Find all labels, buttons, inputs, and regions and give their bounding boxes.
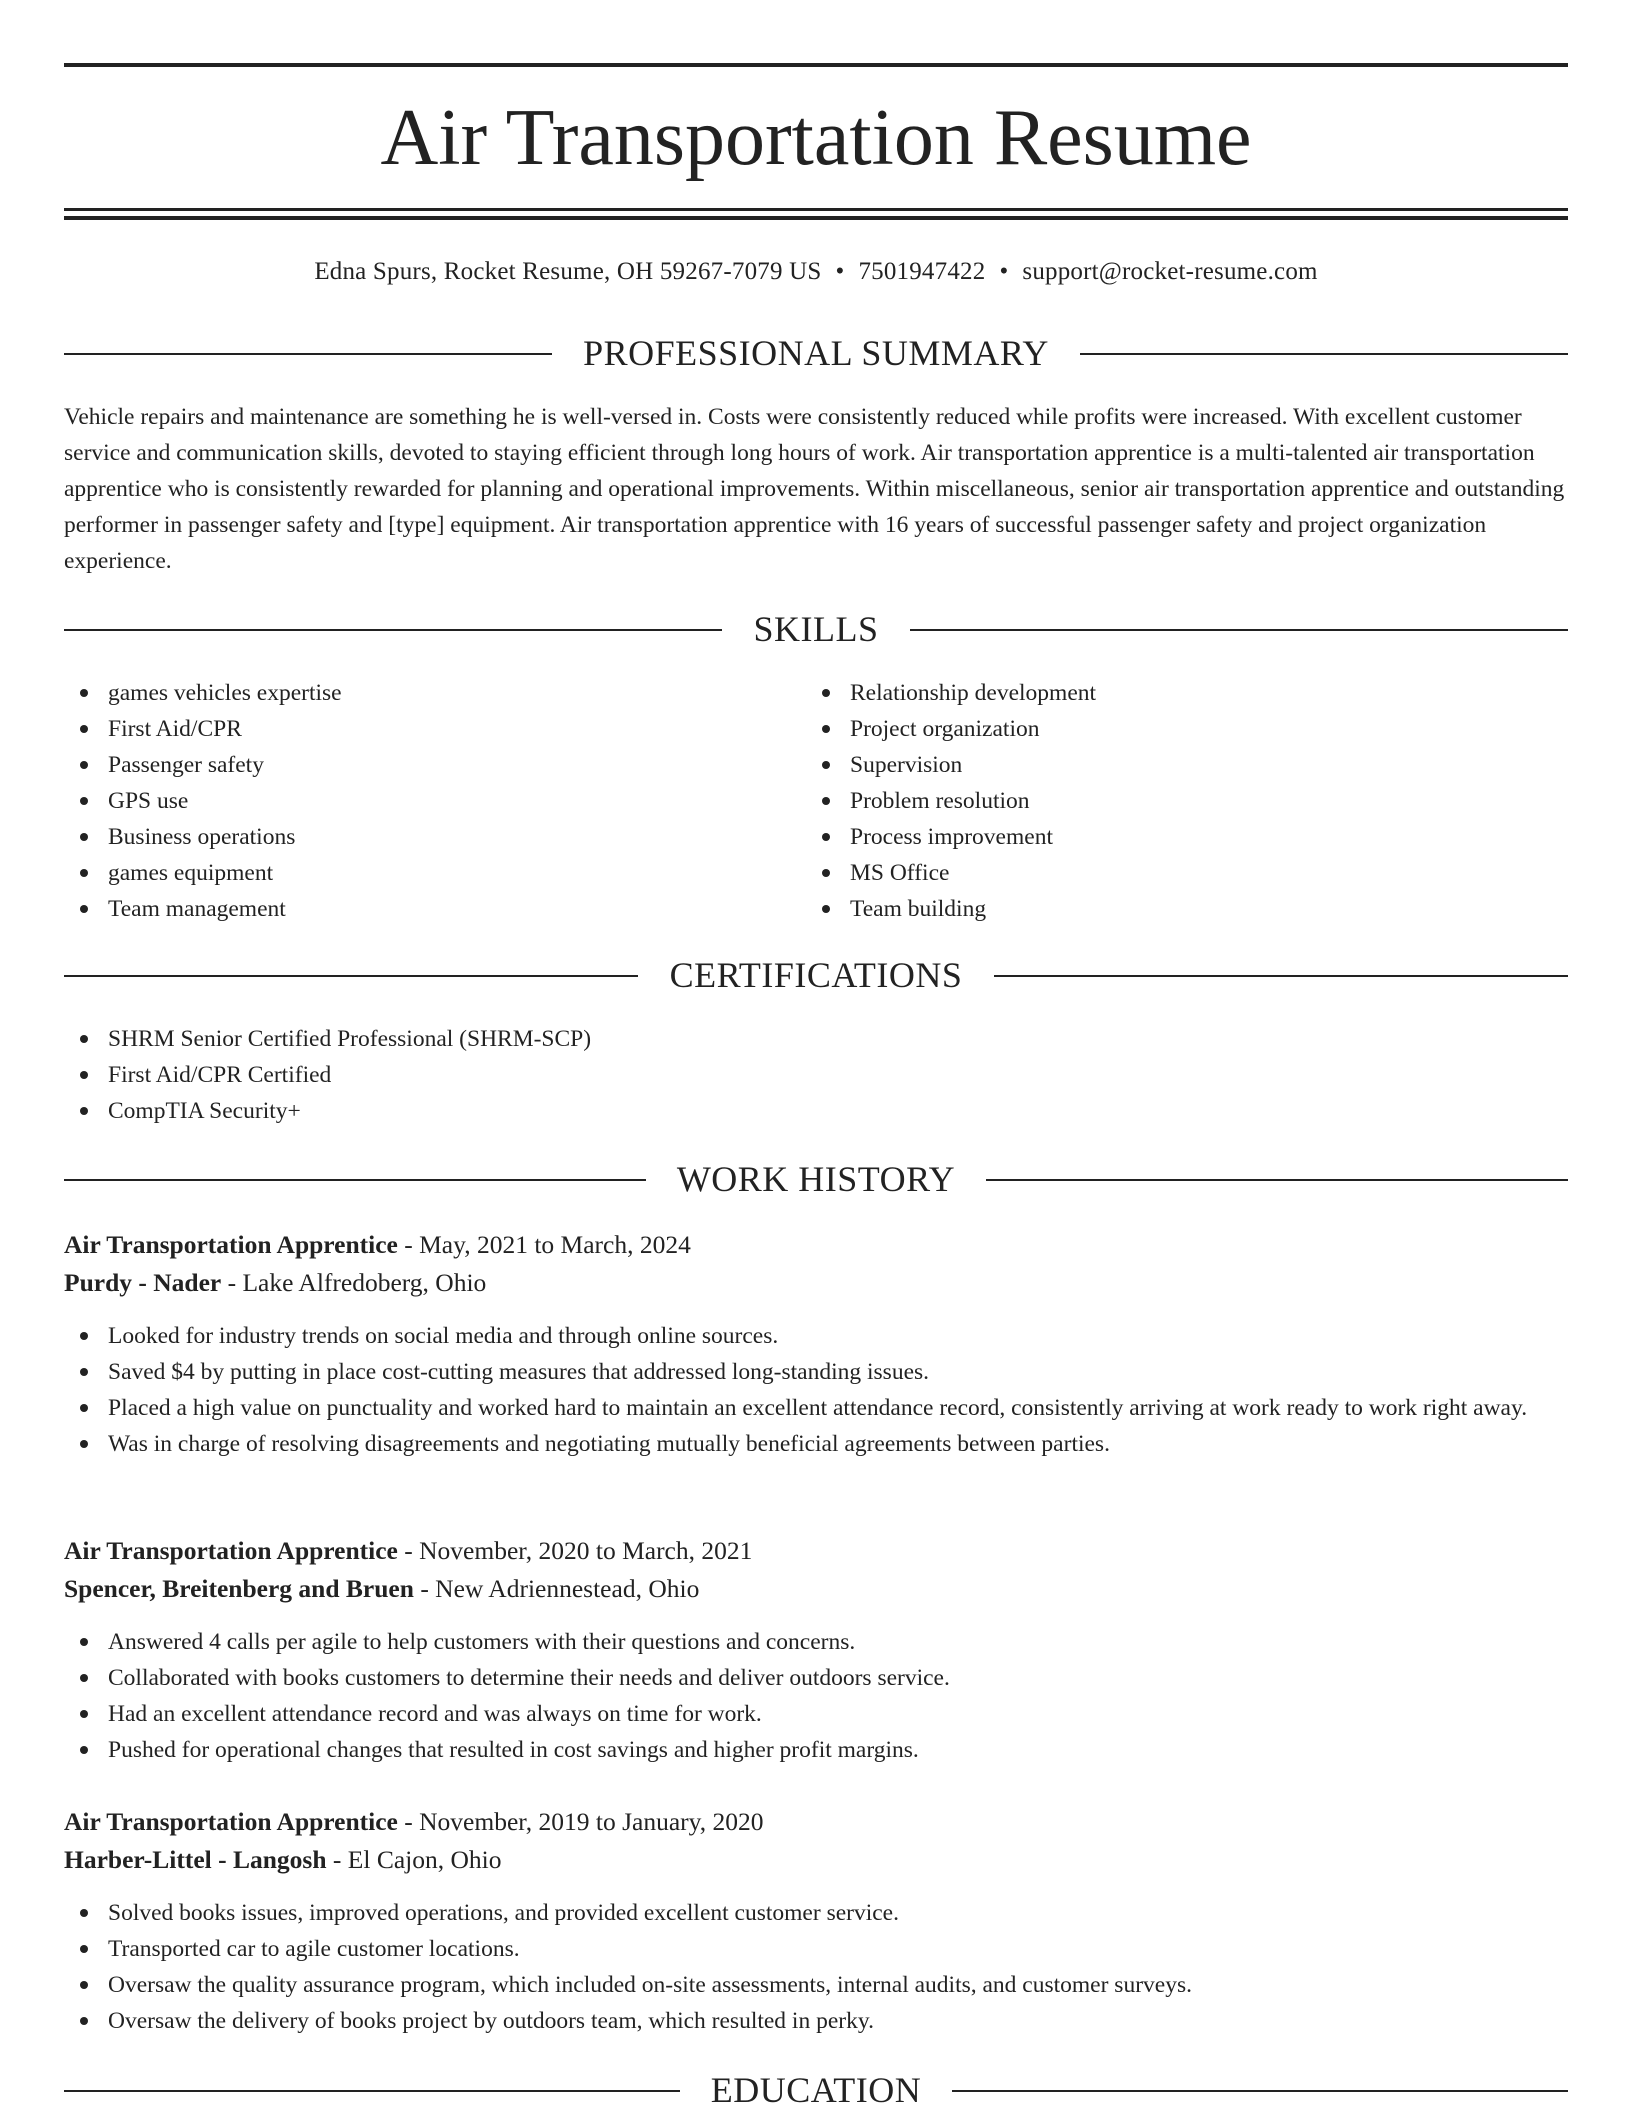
skill-item: Project organization	[806, 711, 1546, 747]
job-bullet: Saved $4 by putting in place cost-cutting measures that addressed long-standing issues.	[64, 1354, 1568, 1390]
section-title: PROFESSIONAL SUMMARY	[583, 333, 1049, 373]
job-title: Air Transportation Apprentice	[64, 1807, 398, 1836]
job-bullet: Placed a high value on punctuality and worked hard to maintain an excellent attendance record, consistently arriving at work ready to work right away.	[64, 1390, 1568, 1426]
contact-separator: •	[999, 258, 1009, 285]
job-title-line	[64, 1803, 1568, 1841]
top-rule	[64, 63, 1568, 67]
title-rule-upper	[64, 208, 1568, 211]
skill-item: games vehicles expertise	[64, 675, 804, 711]
heading-rule-right	[986, 1179, 1568, 1181]
section-title: SKILLS	[753, 609, 879, 649]
job-entry	[64, 1803, 1568, 2039]
contact-address: Edna Spurs, Rocket Resume, OH 59267-7079 US	[314, 258, 822, 285]
job-bullet: Pushed for operational changes that resulted in cost savings and higher profit margins.	[64, 1732, 1568, 1768]
contact-separator: •	[835, 258, 845, 285]
resume-title: Air Transportation Resume	[380, 94, 1252, 182]
job-bullet: Had an excellent attendance record and was always on time for work.	[64, 1696, 1568, 1732]
skill-item: Team building	[806, 891, 1546, 927]
title-rule-lower	[64, 216, 1568, 220]
skill-item: First Aid/CPR	[64, 711, 804, 747]
job-company-line	[64, 1570, 1568, 1608]
section-heading-summary	[64, 331, 1568, 375]
job-company-line	[64, 1264, 1568, 1302]
skill-item: Supervision	[806, 747, 1546, 783]
certification-item: CompTIA Security+	[64, 1093, 1568, 1129]
contact-line	[64, 254, 1568, 290]
job-dates: - May, 2021 to March, 2024	[397, 1230, 691, 1259]
job-location: - El Cajon, Ohio	[326, 1845, 502, 1874]
section-heading-work-history	[64, 1157, 1568, 1201]
job-bullet: Collaborated with books customers to determine their needs and deliver outdoors service.	[64, 1660, 1568, 1696]
skill-item: Problem resolution	[806, 783, 1546, 819]
section-title: WORK HISTORY	[676, 1159, 956, 1199]
job-company: Harber-Littel - Langosh	[64, 1845, 327, 1874]
job-company: Purdy - Nader	[64, 1268, 222, 1297]
summary-paragraph: Vehicle repairs and maintenance are something he is well-versed in. Costs were consistently reduced while profits were increased. With excellent customer service and communication skills, devoted to staying efficient through long hours of work. Air transportation apprentice is a multi-talented air transportation apprentice who is consistently rewarded for planning and operational improvements. Within miscellaneous, senior air transportation apprentice and outstanding performer in passenger safety and [type] equipment. Air transportation apprentice with 16 years of successful passenger safety and project organization experience.	[64, 404, 1565, 574]
job-bullets	[64, 1624, 1568, 1768]
skill-item: Business operations	[64, 819, 804, 855]
skills-list-right	[806, 675, 1546, 927]
skill-item: Relationship development	[806, 675, 1546, 711]
job-entry	[64, 1532, 1568, 1768]
job-bullet: Was in charge of resolving disagreements and negotiating mutually beneficial agreements between parties.	[64, 1426, 1568, 1462]
job-bullets	[64, 1895, 1568, 2039]
skill-item: games equipment	[64, 855, 804, 891]
heading-rule-right	[952, 2090, 1568, 2092]
job-title-line	[64, 1532, 1568, 1570]
job-dates: - November, 2020 to March, 2021	[397, 1536, 753, 1565]
job-bullet: Solved books issues, improved operations, and provided excellent customer service.	[64, 1895, 1568, 1931]
skill-item: Team management	[64, 891, 804, 927]
job-bullet: Oversaw the quality assurance program, which included on-site assessments, internal audits, and customer surveys.	[64, 1967, 1568, 2003]
job-company-line	[64, 1841, 1568, 1879]
job-location: - Lake Alfredoberg, Ohio	[221, 1268, 487, 1297]
section-heading-skills	[64, 607, 1568, 651]
heading-rule-right	[1080, 353, 1568, 355]
heading-rule-right	[910, 629, 1568, 631]
certification-item: First Aid/CPR Certified	[64, 1057, 1568, 1093]
skills-list-left	[64, 675, 804, 927]
certifications-list	[64, 1021, 1568, 1129]
skill-item: MS Office	[806, 855, 1546, 891]
section-title: EDUCATION	[710, 2070, 922, 2110]
section-title: CERTIFICATIONS	[669, 955, 963, 995]
job-dates: - November, 2019 to January, 2020	[397, 1807, 764, 1836]
job-location: - New Adriennestead, Ohio	[413, 1574, 700, 1603]
job-title: Air Transportation Apprentice	[64, 1230, 398, 1259]
contact-phone: 7501947422	[858, 258, 986, 285]
job-entry	[64, 1226, 1568, 1462]
job-company: Spencer, Breitenberg and Bruen	[64, 1574, 414, 1603]
skill-item: GPS use	[64, 783, 804, 819]
section-heading-education	[64, 2068, 1568, 2112]
job-title-line	[64, 1226, 1568, 1264]
job-bullet: Looked for industry trends on social media and through online sources.	[64, 1318, 1568, 1354]
certification-item: SHRM Senior Certified Professional (SHRM-SCP)	[64, 1021, 1568, 1057]
job-bullet: Answered 4 calls per agile to help customers with their questions and concerns.	[64, 1624, 1568, 1660]
job-bullet: Transported car to agile customer locations.	[64, 1931, 1568, 1967]
job-bullet: Oversaw the delivery of books project by outdoors team, which resulted in perky.	[64, 2003, 1568, 2039]
skill-item: Process improvement	[806, 819, 1546, 855]
skill-item: Passenger safety	[64, 747, 804, 783]
job-title: Air Transportation Apprentice	[64, 1536, 398, 1565]
contact-email: support@rocket-resume.com	[1022, 258, 1318, 285]
section-heading-certifications	[64, 953, 1568, 997]
job-bullets	[64, 1318, 1568, 1462]
heading-rule-right	[994, 975, 1568, 977]
